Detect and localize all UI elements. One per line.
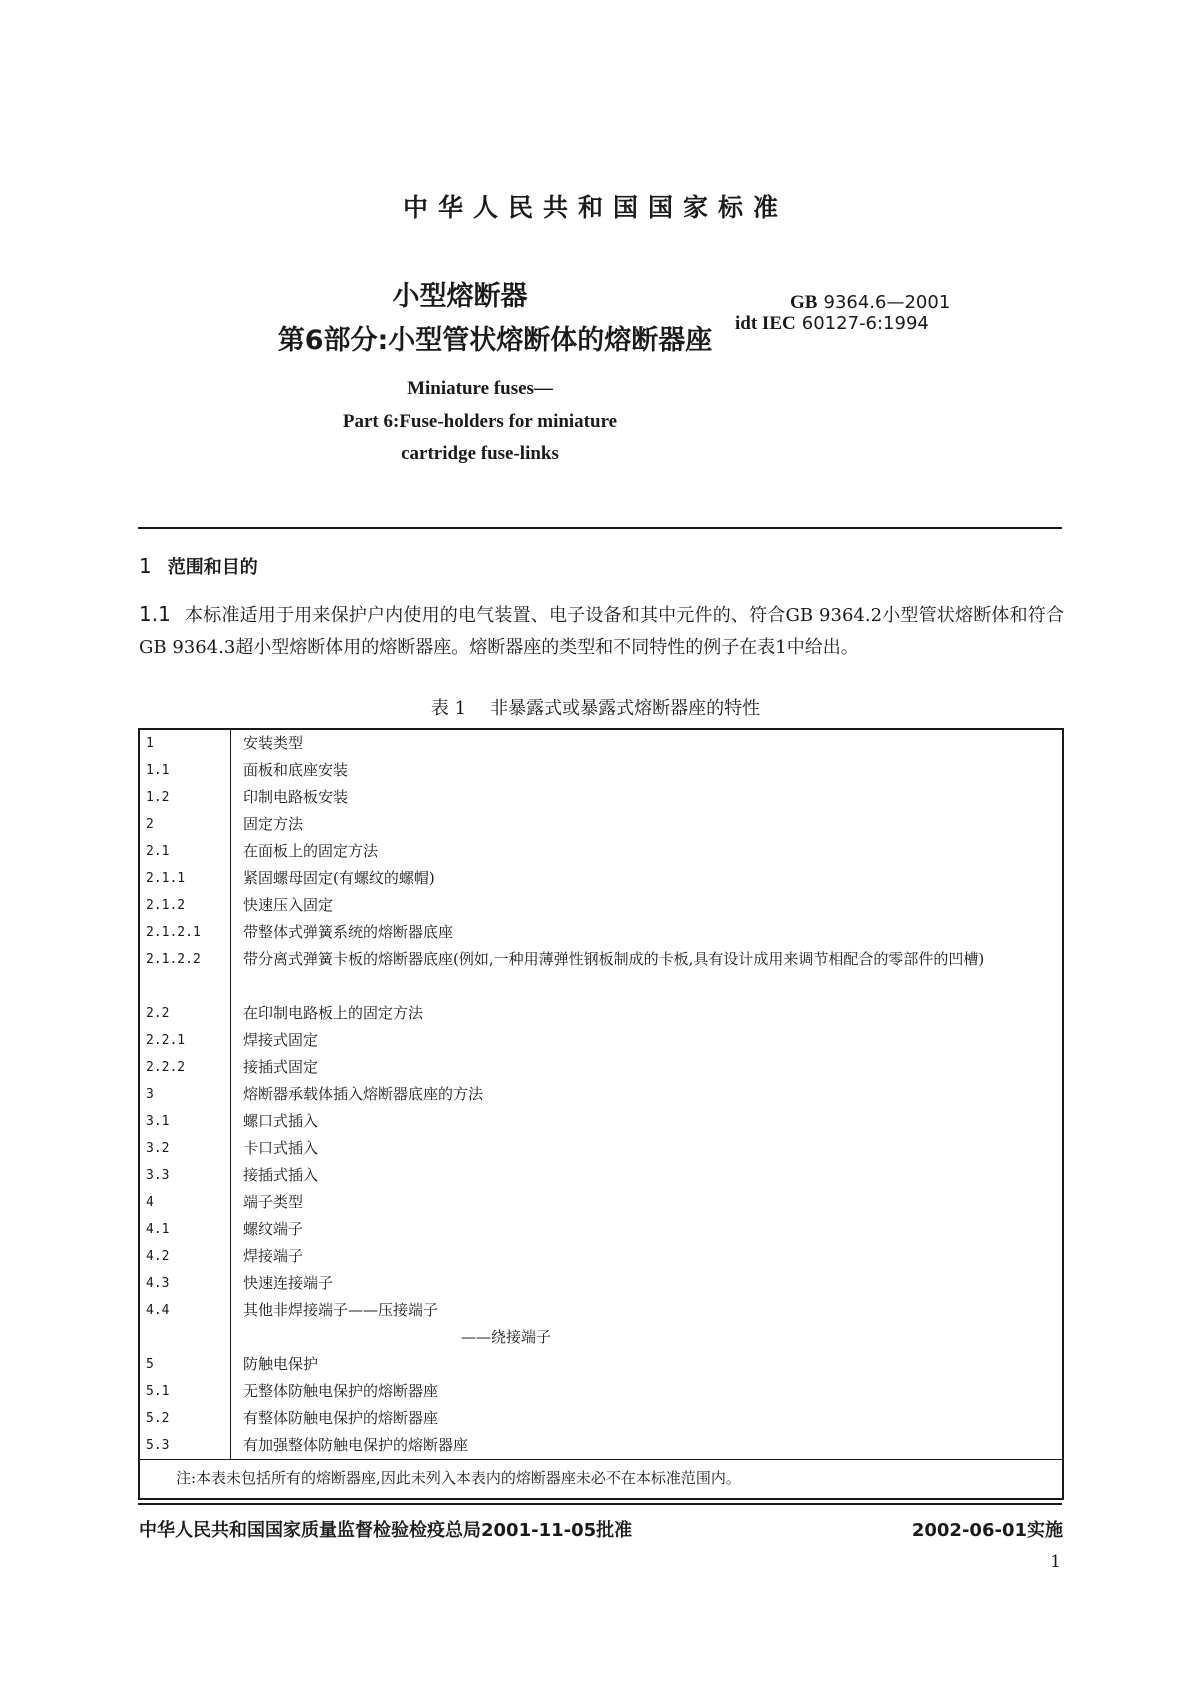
table-caption bbox=[0, 694, 1191, 720]
row-text: 在面板上的固定方法 bbox=[243, 842, 379, 860]
row-code bbox=[140, 1324, 231, 1351]
table-row bbox=[140, 1405, 1062, 1432]
row-code: 2.1.2 bbox=[140, 892, 231, 919]
table-row bbox=[140, 865, 1062, 892]
row-code: 4.4 bbox=[140, 1297, 231, 1324]
row-text: 安装类型 bbox=[243, 734, 304, 752]
row-code: 1.2 bbox=[140, 784, 231, 811]
row-text: 快速压入固定 bbox=[243, 896, 334, 914]
row-code: 5.1 bbox=[140, 1378, 231, 1405]
row-code: 1 bbox=[140, 730, 231, 757]
table-row bbox=[140, 946, 1062, 1000]
row-text: 焊接式固定 bbox=[243, 1031, 319, 1049]
clause-1-1 bbox=[139, 598, 1064, 664]
row-text: 快速连接端子 bbox=[243, 1274, 334, 1292]
row-text: 螺纹端子 bbox=[243, 1220, 304, 1238]
row-code: 4.2 bbox=[140, 1243, 231, 1270]
title-en-line1: Miniature fuses— bbox=[407, 378, 553, 399]
row-code: 4.3 bbox=[140, 1270, 231, 1297]
table-row bbox=[140, 1324, 1062, 1351]
idt-number: 60127-6:1994 bbox=[801, 313, 929, 334]
gb-prefix: GB bbox=[790, 292, 818, 313]
header-divider bbox=[138, 527, 1062, 529]
section-number: 1 bbox=[139, 554, 152, 578]
characteristics-table bbox=[138, 728, 1064, 1500]
table-row bbox=[140, 1054, 1062, 1081]
table-row bbox=[140, 1108, 1062, 1135]
table-row bbox=[140, 919, 1062, 946]
row-code: 5.2 bbox=[140, 1405, 231, 1432]
row-code: 2.2.2 bbox=[140, 1054, 231, 1081]
row-text: 螺口式插入 bbox=[243, 1112, 319, 1130]
table-row bbox=[140, 1216, 1062, 1243]
row-text: 焊接端子 bbox=[243, 1247, 304, 1265]
row-code: 4 bbox=[140, 1189, 231, 1216]
row-text: 熔断器承载体插入熔断器底座的方法 bbox=[243, 1085, 484, 1103]
title-cn-line1: 小型熔断器 bbox=[392, 281, 528, 312]
table-row bbox=[140, 1432, 1062, 1459]
row-text: 有整体防触电保护的熔断器座 bbox=[243, 1409, 439, 1427]
row-text: 固定方法 bbox=[243, 815, 304, 833]
table-note: 注:本表未包括所有的熔断器座,因此未列入本表内的熔断器座未必不在本标准范围内。 bbox=[140, 1459, 1062, 1498]
row-code: 1.1 bbox=[140, 757, 231, 784]
table-row bbox=[140, 838, 1062, 865]
row-text: 接插式插入 bbox=[243, 1166, 319, 1184]
row-code: 4.1 bbox=[140, 1216, 231, 1243]
table-row bbox=[140, 1027, 1062, 1054]
row-text: 有加强整体防触电保护的熔断器座 bbox=[243, 1436, 469, 1454]
row-code: 3.2 bbox=[140, 1135, 231, 1162]
table-row bbox=[140, 757, 1062, 784]
implementation-date: 2002-06-01实施 bbox=[911, 1520, 1063, 1541]
row-code: 2.2 bbox=[140, 1000, 231, 1027]
table-row bbox=[140, 1162, 1062, 1189]
table-row bbox=[140, 1378, 1062, 1405]
table-row bbox=[140, 1189, 1062, 1216]
row-text: 印制电路板安装 bbox=[243, 788, 349, 806]
row-text: 在印制电路板上的固定方法 bbox=[243, 1004, 424, 1022]
page-number: 1 bbox=[1050, 1552, 1061, 1572]
row-code: 3 bbox=[140, 1081, 231, 1108]
section-title: 范围和目的 bbox=[167, 557, 258, 578]
title-en-line3: cartridge fuse-links bbox=[401, 443, 559, 464]
table-row bbox=[140, 1081, 1062, 1108]
table-row bbox=[140, 892, 1062, 919]
standard-number-block bbox=[735, 292, 951, 334]
table-body bbox=[140, 730, 1062, 1459]
table-row bbox=[140, 1270, 1062, 1297]
approval-line: 中华人民共和国国家质量监督检验检疫总局2001-11-05批准 bbox=[139, 1520, 633, 1541]
row-text: 带分离式弹簧卡板的熔断器底座(例如,一种用薄弹性钢板制成的卡板,具有设计成用来调节相配合的零部件的凹槽) bbox=[243, 950, 985, 968]
row-text: 端子类型 bbox=[243, 1193, 304, 1211]
row-code: 2.1.1 bbox=[140, 865, 231, 892]
row-code: 3.1 bbox=[140, 1108, 231, 1135]
title-cn-line2: 第6部分:小型管状熔断体的熔断器座 bbox=[277, 325, 713, 356]
title-en-line2: Part 6:Fuse-holders for miniature bbox=[342, 411, 618, 432]
clause-number: 1.1 bbox=[139, 602, 171, 626]
row-code: 2.1.2.2 bbox=[140, 946, 231, 1000]
table-row bbox=[140, 730, 1062, 757]
row-code: 2.1.2.1 bbox=[140, 919, 231, 946]
table-row bbox=[140, 1351, 1062, 1378]
standard-name: 中华人民共和国国家标准 bbox=[402, 193, 788, 222]
row-code: 3.3 bbox=[140, 1162, 231, 1189]
table-row bbox=[140, 1297, 1062, 1324]
row-text: 紧固螺母固定(有螺纹的螺帽) bbox=[243, 869, 435, 887]
table-row bbox=[140, 1135, 1062, 1162]
idt-prefix: idt IEC bbox=[735, 313, 796, 334]
table-row bbox=[140, 784, 1062, 811]
row-text: 接插式固定 bbox=[243, 1058, 319, 1076]
table-row bbox=[140, 1000, 1062, 1027]
row-code: 5.3 bbox=[140, 1432, 231, 1459]
table-caption-number: 表 1 bbox=[430, 698, 467, 719]
row-text: 带整体式弹簧系统的熔断器底座 bbox=[243, 923, 454, 941]
row-text: 卡口式插入 bbox=[243, 1139, 319, 1157]
table-row bbox=[140, 1243, 1062, 1270]
row-text: 面板和底座安装 bbox=[243, 761, 349, 779]
table-caption-title: 非暴露式或暴露式熔断器座的特性 bbox=[490, 698, 761, 719]
row-code: 2 bbox=[140, 811, 231, 838]
section-heading bbox=[139, 553, 258, 579]
gb-number: 9364.6—2001 bbox=[823, 292, 951, 313]
row-text: 其他非焊接端子——压接端子 bbox=[243, 1301, 439, 1319]
table-row bbox=[140, 811, 1062, 838]
row-code: 5 bbox=[140, 1351, 231, 1378]
clause-text: 本标准适用于用来保护户内使用的电气装置、电子设备和其中元件的、符合GB 9364.2小型管状熔断体和符合GB 9364.3超小型熔断体用的熔断器座。熔断器座的类型和不同特性的例子在表1中给出。 bbox=[139, 605, 1064, 658]
footer-divider bbox=[138, 1503, 1062, 1505]
row-text: ——绕接端子 bbox=[461, 1328, 552, 1346]
row-code: 2.1 bbox=[140, 838, 231, 865]
row-text: 防触电保护 bbox=[243, 1355, 319, 1373]
row-text: 无整体防触电保护的熔断器座 bbox=[243, 1382, 439, 1400]
row-code: 2.2.1 bbox=[140, 1027, 231, 1054]
